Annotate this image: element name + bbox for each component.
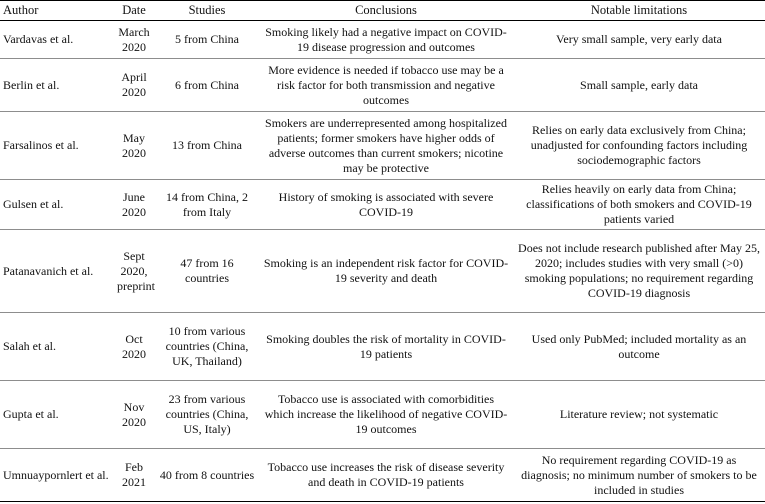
cell-limitations: No requirement regarding COVID-19 as diagnosis; no minimum number of smokers to be included in studies (513, 449, 765, 502)
header-author: Author (0, 1, 113, 21)
cell-conclusions: Smoking is an independent risk factor for COVID-19 severity and death (259, 230, 513, 313)
cell-date: June 2020 (113, 180, 155, 230)
header-date: Date (113, 1, 155, 21)
cell-studies: 23 from various countries (China, US, Italy) (155, 381, 259, 449)
cell-date: March 2020 (113, 21, 155, 59)
cell-author: Berlin et al. (0, 59, 113, 112)
cell-conclusions: Smoking likely had a negative impact on COVID-19 disease progression and outcomes (259, 21, 513, 59)
table-row (0, 180, 765, 230)
table-row (0, 21, 765, 59)
cell-conclusions: Smokers are underrepresented among hospitalized patients; former smokers have higher odds of adverse outcomes than current smokers; nicotine may be protective (259, 112, 513, 180)
cell-date: April 2020 (113, 59, 155, 112)
cell-author: Patanavanich et al. (0, 230, 113, 313)
cell-limitations: Relies heavily on early data from China; classifications of both smokers and COVID-19 patients varied (513, 180, 765, 230)
cell-conclusions: More evidence is needed if tobacco use may be a risk factor for both transmission and negative outcomes (259, 59, 513, 112)
cell-date: Nov 2020 (113, 381, 155, 449)
cell-author: Vardavas et al. (0, 21, 113, 59)
cell-date: Sept 2020, preprint (113, 230, 155, 313)
cell-limitations: Small sample, early data (513, 59, 765, 112)
cell-author: Gulsen et al. (0, 180, 113, 230)
header-limitations: Notable limitations (513, 1, 765, 21)
cell-limitations: Literature review; not systematic (513, 381, 765, 449)
cell-date: Oct 2020 (113, 313, 155, 381)
table-row (0, 112, 765, 180)
table-row (0, 59, 765, 112)
table-row (0, 230, 765, 313)
cell-limitations: Very small sample, very early data (513, 21, 765, 59)
table-row (0, 449, 765, 502)
cell-author: Salah et al. (0, 313, 113, 381)
cell-studies: 6 from China (155, 59, 259, 112)
header-conclusions: Conclusions (259, 1, 513, 21)
cell-limitations: Used only PubMed; included mortality as an outcome (513, 313, 765, 381)
cell-date: May 2020 (113, 112, 155, 180)
cell-studies: 40 from 8 countries (155, 449, 259, 502)
cell-conclusions: Tobacco use increases the risk of disease severity and death in COVID-19 patients (259, 449, 513, 502)
cell-author: Umnuaypornlert et al. (0, 449, 113, 502)
cell-conclusions: Tobacco use is associated with comorbidities which increase the likelihood of negative COVID-19 outcomes (259, 381, 513, 449)
header-studies: Studies (155, 1, 259, 21)
cell-studies: 5 from China (155, 21, 259, 59)
table-header-row (0, 1, 765, 21)
cell-author: Farsalinos et al. (0, 112, 113, 180)
cell-limitations: Relies on early data exclusively from China; unadjusted for confounding factors including sociodemographic factors (513, 112, 765, 180)
cell-limitations: Does not include research published after May 25, 2020; includes studies with very small (>0) smoking populations; no requirement regarding COVID-19 diagnosis (513, 230, 765, 313)
cell-conclusions: History of smoking is associated with severe COVID-19 (259, 180, 513, 230)
cell-conclusions: Smoking doubles the risk of mortality in COVID-19 patients (259, 313, 513, 381)
cell-author: Gupta et al. (0, 381, 113, 449)
cell-studies: 47 from 16 countries (155, 230, 259, 313)
cell-studies: 10 from various countries (China, UK, Thailand) (155, 313, 259, 381)
cell-studies: 14 from China, 2 from Italy (155, 180, 259, 230)
cell-studies: 13 from China (155, 112, 259, 180)
cell-date: Feb 2021 (113, 449, 155, 502)
table-row (0, 313, 765, 381)
table-row (0, 381, 765, 449)
